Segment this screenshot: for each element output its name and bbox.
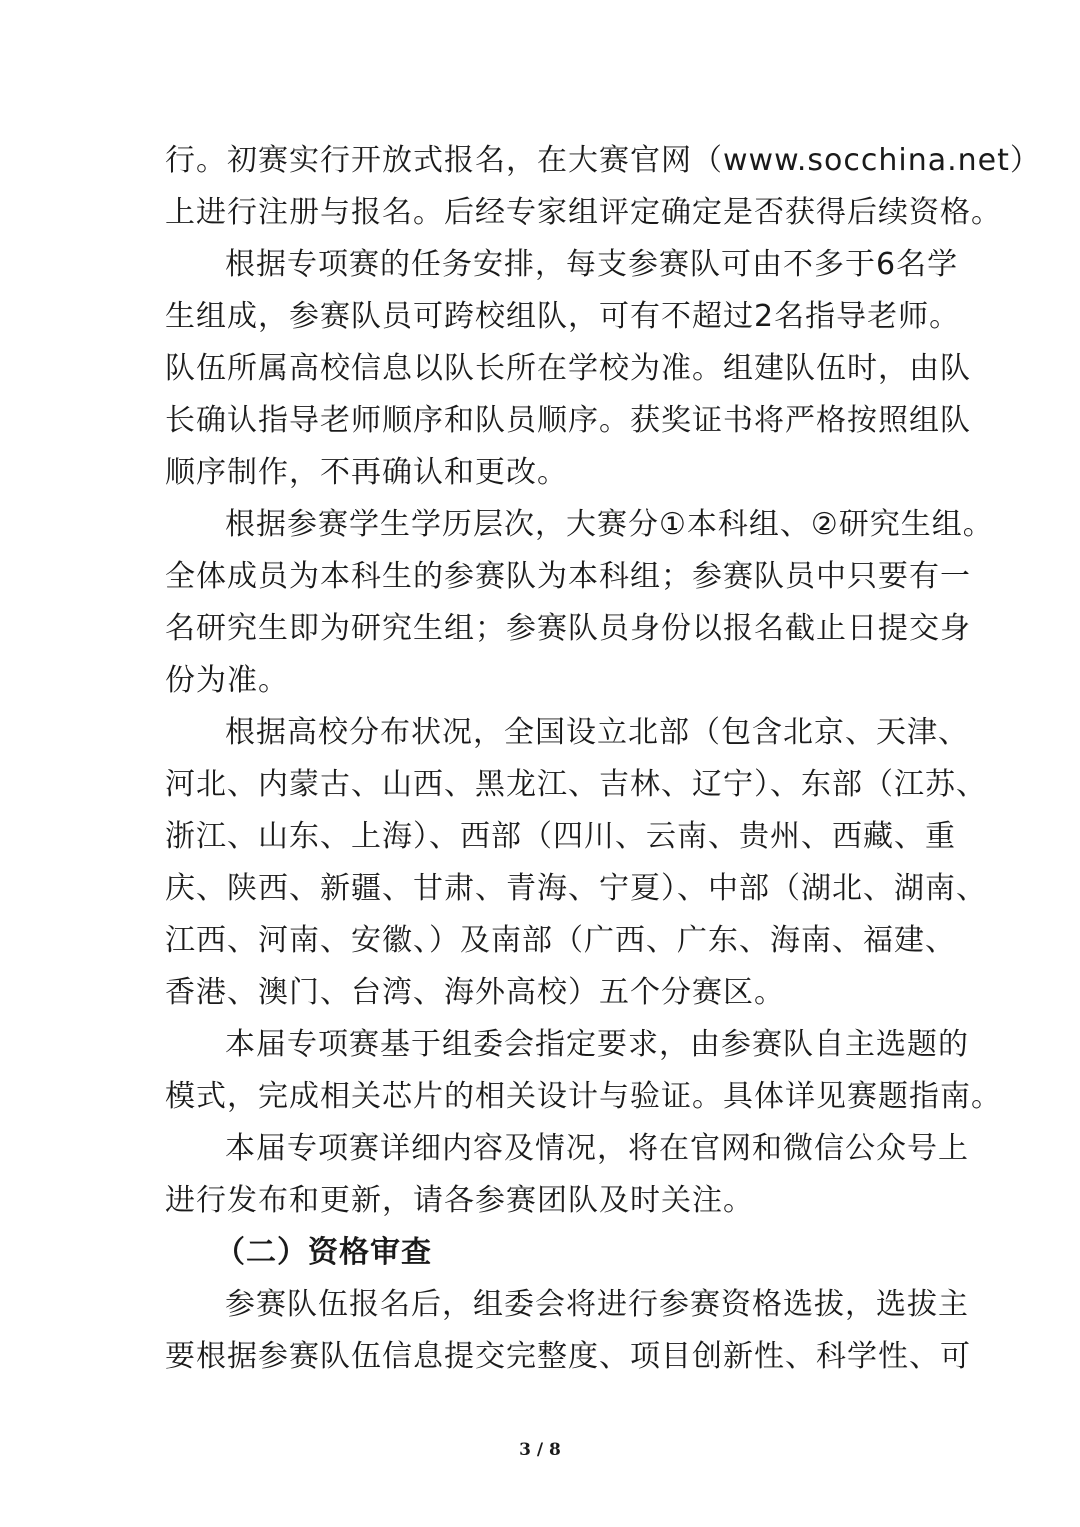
text-line-13: 河北、内蒙古、山西、黑龙江、吉林、辽宁）、东部（江苏、 (165, 767, 987, 802)
text-line-15: 庆、陕西、新疆、甘肃、青海、宁夏）、中部（湖北、湖南、 (165, 871, 987, 906)
text-line-23: 参赛队伍报名后，组委会将进行参赛资格选拔，选拔主 (225, 1287, 969, 1322)
text-line-4: 生组成，参赛队员可跨校组队，可有不超过2名指导老师。 (165, 299, 961, 334)
text-line-7: 顺序制作，不再确认和更改。 (165, 455, 568, 490)
text-line-3: 根据专项赛的任务安排，每支参赛队可由不多于6名学 (225, 247, 959, 282)
text-line-12: 根据高校分布状况，全国设立北部（包含北京、天津、 (225, 715, 969, 750)
text-line-11: 份为准。 (165, 663, 289, 698)
text-line-6: 长确认指导老师顺序和队员顺序。获奖证书将严格按照组队 (165, 403, 971, 438)
text-line-5: 队伍所属高校信息以队长所在学校为准。组建队伍时，由队 (165, 351, 971, 386)
text-line-17: 香港、澳门、台湾、海外高校）五个分赛区。 (165, 975, 785, 1010)
section-heading: （二）资格审查 (215, 1235, 432, 1270)
text-line-9: 全体成员为本科生的参赛队为本科组；参赛队员中只要有一 (165, 559, 971, 594)
text-line-14: 浙江、山东、上海）、西部（四川、云南、贵州、西藏、重 (165, 819, 956, 854)
text-line-8: 根据参赛学生学历层次，大赛分①本科组、②研究生组。 (225, 507, 994, 542)
page-number: 3 / 8 (519, 1440, 561, 1460)
text-line-24: 要根据参赛队伍信息提交完整度、项目创新性、科学性、可 (165, 1339, 971, 1374)
text-line-21: 进行发布和更新，请各参赛团队及时关注。 (165, 1183, 754, 1218)
text-line-19: 模式，完成相关芯片的相关设计与验证。具体详见赛题指南。 (165, 1079, 1002, 1114)
text-line-20: 本届专项赛详细内容及情况，将在官网和微信公众号上 (225, 1131, 969, 1166)
text-line-1: 行。初赛实行开放式报名，在大赛官网（www.socchina.net） (165, 143, 1041, 178)
text-line-16: 江西、河南、安徽、）及南部（广西、广东、海南、福建、 (165, 923, 956, 958)
text-line-18: 本届专项赛基于组委会指定要求，由参赛队自主选题的 (225, 1027, 969, 1062)
text-line-10: 名研究生即为研究生组；参赛队员身份以报名截止日提交身 (165, 611, 971, 646)
text-line-2: 上进行注册与报名。后经专家组评定确定是否获得后续资格。 (165, 195, 1002, 230)
